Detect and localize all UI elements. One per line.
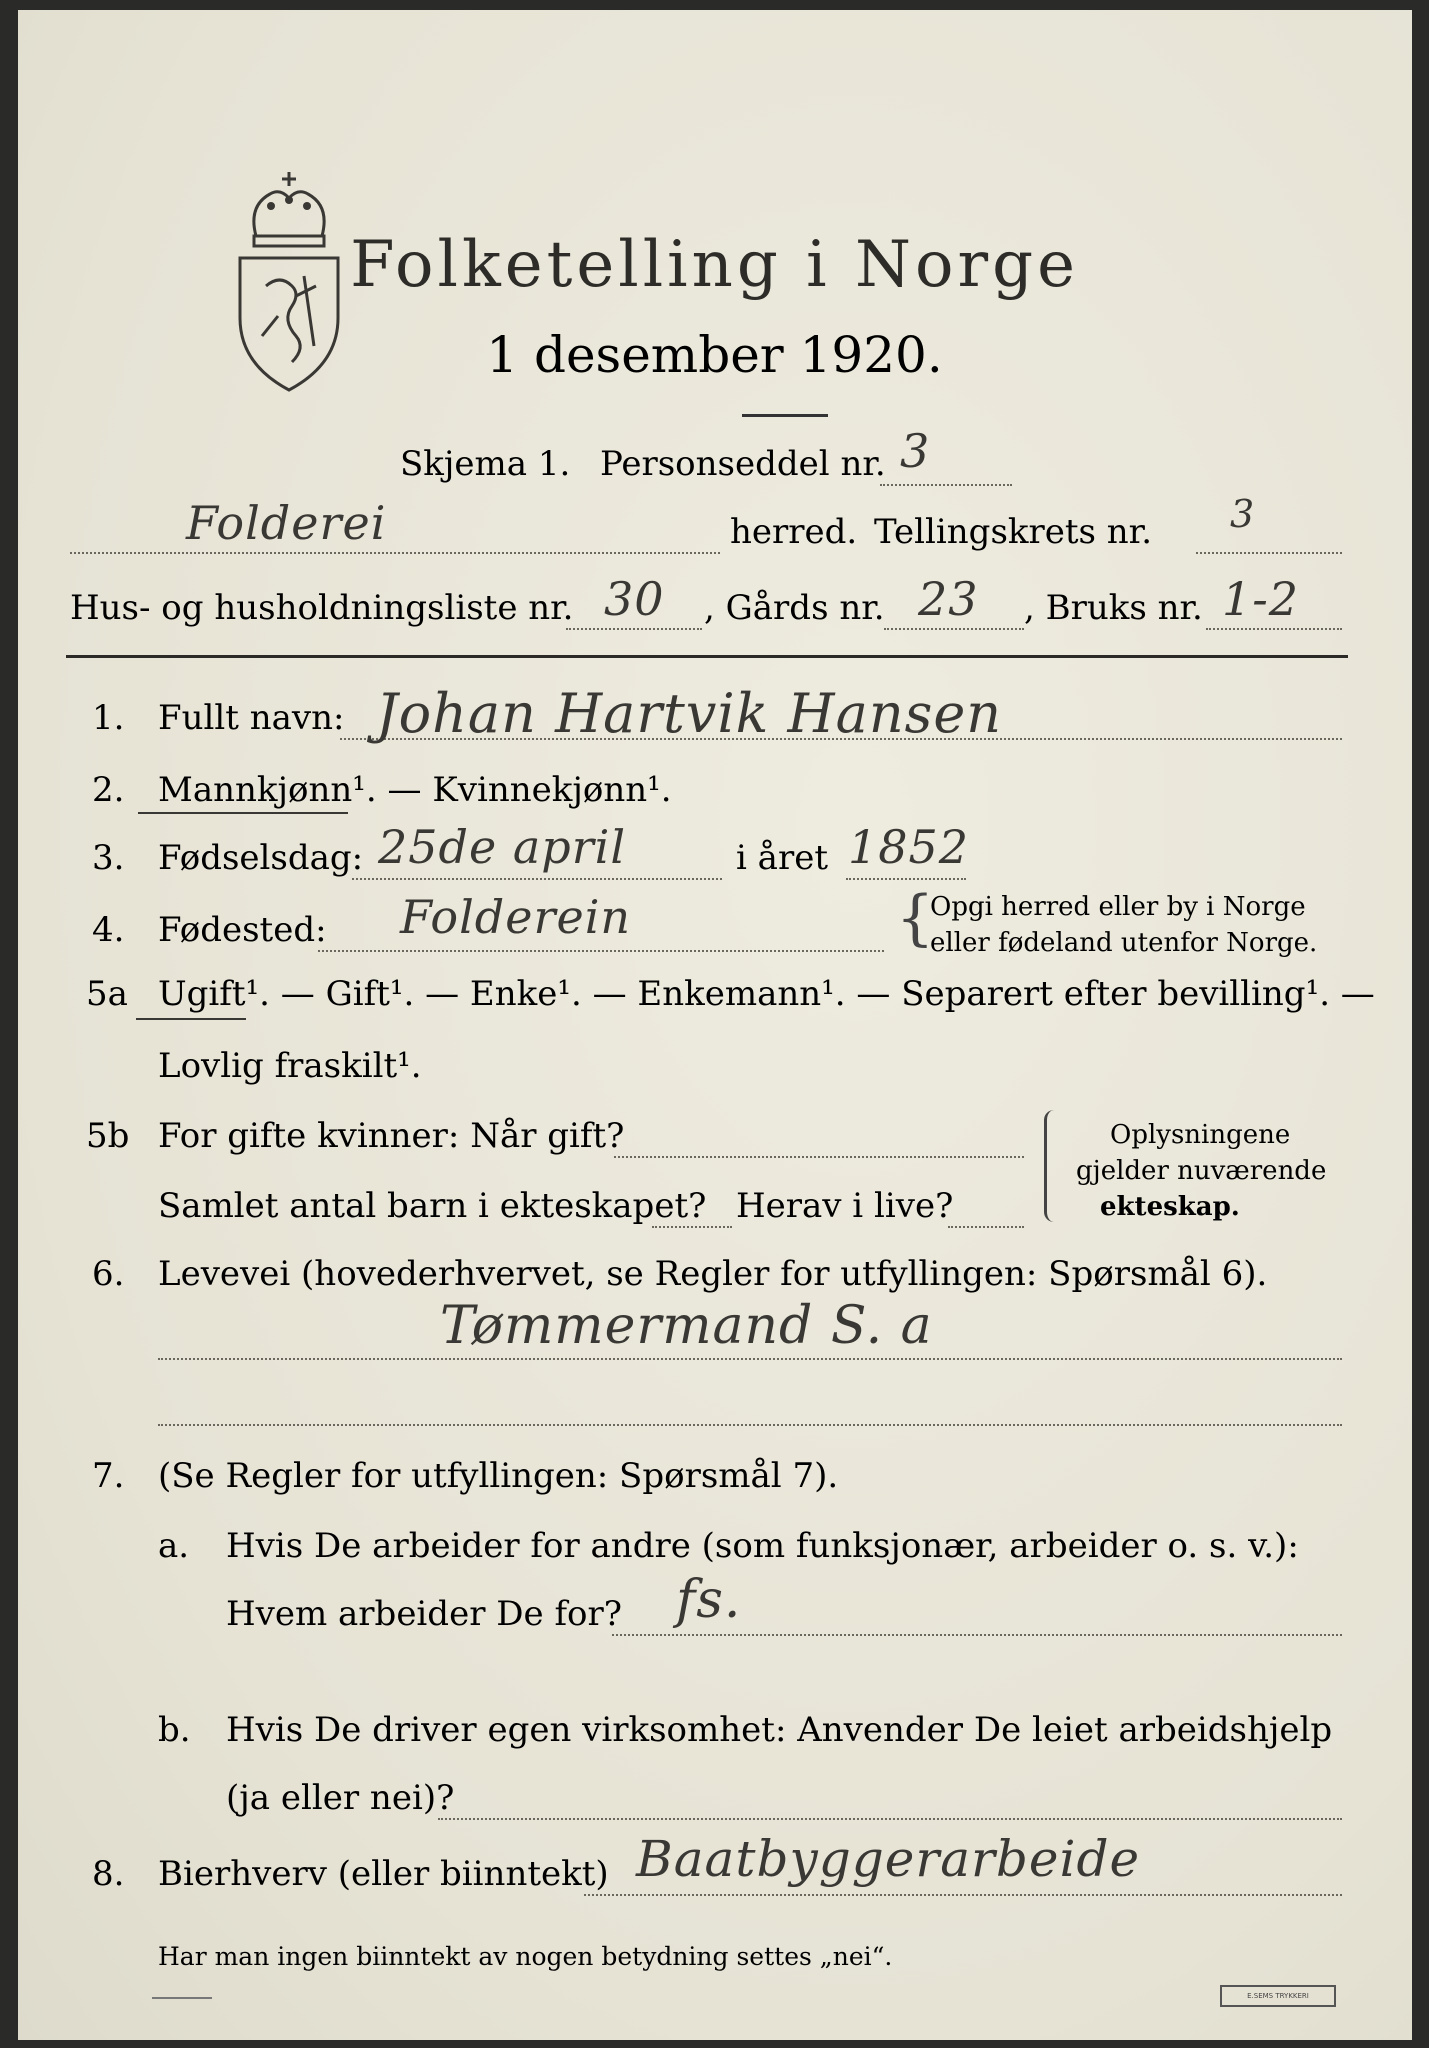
q5b-note-line2: gjelder nuværende: [1076, 1156, 1327, 1186]
herred-label: herred.: [730, 512, 858, 552]
hus-label: Hus- og husholdningsliste nr.: [70, 588, 574, 628]
birth-year-value[interactable]: 1852: [848, 820, 970, 874]
tellingskrets-line: [1196, 552, 1342, 554]
q5b-children-label: Samlet antal barn i ekteskapet?: [158, 1186, 707, 1226]
q7a-number: a.: [158, 1526, 190, 1566]
birthday-line: [352, 878, 722, 880]
header-divider: [66, 655, 1348, 658]
secondary-income-value[interactable]: Baatbyggerarbeide: [636, 1830, 1141, 1888]
marital-mark-underline: [136, 1018, 246, 1020]
personseddel-label: Personseddel nr.: [600, 444, 886, 484]
q7a-label: Hvis De arbeider for andre (som funksjonær, arbeider o. s. v.):: [226, 1526, 1299, 1566]
married-when-line: [614, 1156, 1024, 1158]
marital-status-options[interactable]: Ugift¹. — Gift¹. — Enke¹. — Enkemann¹. — Separert efter bevilling¹. —: [158, 974, 1375, 1014]
q5b-note-line3: ekteskap.: [1100, 1192, 1240, 1222]
q7-label: (Se Regler for utfyllingen: Spørsmål 7).: [158, 1456, 839, 1496]
q4-number: 4.: [92, 910, 125, 950]
q3-year-label: i året: [736, 838, 828, 878]
q1-label: Fullt navn:: [158, 698, 345, 738]
birthday-value[interactable]: 25de april: [378, 820, 627, 874]
q3-number: 3.: [92, 838, 125, 878]
title-divider: [742, 414, 828, 417]
employer-value[interactable]: fs.: [676, 1570, 742, 1630]
full-name-value[interactable]: Johan Hartvik Hansen: [376, 682, 1003, 745]
q7b-hired-help-label: (ja eller nei)?: [226, 1778, 455, 1818]
q7-number: 7.: [92, 1456, 125, 1496]
q7b-number: b.: [158, 1710, 191, 1750]
q4-note-line1: Opgi herred eller by i Norge: [930, 892, 1306, 922]
gards-value[interactable]: 23: [918, 572, 979, 626]
q6-number: 6.: [92, 1254, 125, 1294]
q8-number: 8.: [92, 1854, 125, 1894]
q5b-label: For gifte kvinner: Når gift?: [158, 1116, 625, 1156]
secondary-income-line: [584, 1894, 1342, 1896]
children-line: [652, 1226, 732, 1228]
gards-label: , Gårds nr.: [704, 588, 885, 628]
q5b-alive-label: Herav i live?: [736, 1186, 954, 1226]
hired-help-line: [438, 1818, 1342, 1820]
q5b-bracket: [1044, 1110, 1055, 1222]
census-date: 1 desember 1920.: [486, 326, 943, 384]
footer-rule: [152, 1997, 212, 1999]
q6-label: Levevei (hovederhvervet, se Regler for utfyllingen: Spørsmål 6).: [158, 1254, 1268, 1294]
q4-brace: {: [896, 883, 935, 953]
q5b-note-line1: Oplysningene: [1110, 1120, 1291, 1150]
footer-note: Har man ingen biinntekt av nogen betydning settes „nei“.: [158, 1942, 893, 1971]
bruks-label: , Bruks nr.: [1024, 588, 1203, 628]
personseddel-value[interactable]: 3: [900, 424, 931, 478]
personseddel-line: [880, 484, 1012, 486]
q7b-label: Hvis De driver egen virksomhet: Anvender De leiet arbeidshjelp: [226, 1710, 1333, 1750]
q5a-number: 5a: [86, 974, 128, 1014]
bruks-value[interactable]: 1-2: [1222, 572, 1300, 626]
herred-line: [70, 552, 720, 554]
printer-stamp: E.SEMS TRYKKERI: [1220, 1985, 1336, 2007]
marital-status-options-2[interactable]: Lovlig fraskilt¹.: [158, 1046, 422, 1086]
q2-number: 2.: [92, 770, 125, 810]
bruks-line: [1206, 628, 1342, 630]
birth-year-line: [846, 878, 966, 880]
q5b-number: 5b: [86, 1116, 130, 1156]
q8-label: Bierhverv (eller biinntekt): [158, 1854, 609, 1894]
tellingskrets-label: Tellingskrets nr.: [874, 512, 1153, 552]
tellingskrets-value[interactable]: 3: [1230, 492, 1256, 536]
employer-line: [612, 1634, 1342, 1636]
gender-options[interactable]: Mannkjønn¹. — Kvinnekjønn¹.: [158, 770, 672, 810]
occupation-value[interactable]: Tømmermand S. a: [440, 1296, 933, 1356]
hus-value[interactable]: 30: [604, 572, 665, 626]
birthplace-line: [318, 950, 884, 952]
schema-label: Skjema 1.: [400, 444, 571, 484]
occupation-line-1: [158, 1358, 1342, 1360]
alive-line: [948, 1226, 1024, 1228]
q4-label: Fødested:: [158, 910, 327, 950]
herred-value[interactable]: Folderei: [186, 496, 387, 550]
birthplace-value[interactable]: Folderein: [400, 890, 632, 944]
q4-note-line2: eller fødeland utenfor Norge.: [930, 928, 1318, 958]
q3-label: Fødselsdag:: [158, 838, 364, 878]
occupation-line-2: [158, 1424, 1342, 1426]
q7a-employer-label: Hvem arbeider De for?: [226, 1594, 622, 1634]
gender-mark-underline: [138, 812, 348, 814]
hus-line: [566, 628, 702, 630]
form-title: Folketelling i Norge: [350, 228, 1079, 302]
gards-line: [884, 628, 1024, 630]
q1-number: 1.: [92, 698, 125, 738]
